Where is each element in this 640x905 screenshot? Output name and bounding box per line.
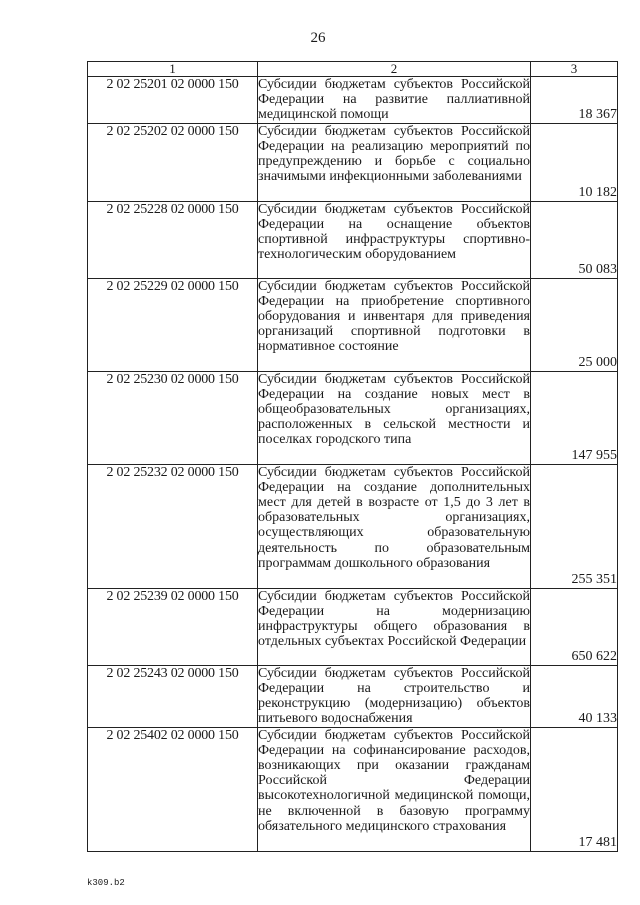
column-header-2: 2 (258, 62, 531, 77)
subsidy-amount: 147 955 (531, 371, 618, 464)
document-footer-code: k309.b2 (87, 878, 125, 888)
subsidy-amount: 40 133 (531, 665, 618, 727)
table-row (88, 123, 618, 201)
budget-code: 2 02 25232 02 0000 150 (88, 464, 258, 588)
budget-code: 2 02 25229 02 0000 150 (88, 278, 258, 371)
table-row (88, 77, 618, 124)
budget-code: 2 02 25402 02 0000 150 (88, 727, 258, 851)
subsidy-description: Субсидии бюджетам субъектов Российской Федерации на реализацию мероприятий по предупреждению и борьбе с социально значимыми инфекционными заболеваниями (258, 123, 531, 201)
table-header-row (88, 62, 618, 77)
budget-code: 2 02 25230 02 0000 150 (88, 371, 258, 464)
subsidy-amount: 17 481 (531, 727, 618, 851)
subsidy-description: Субсидии бюджетам субъектов Российской Федерации на развитие паллиативной медицинской помощи (258, 77, 530, 123)
budget-code: 2 02 25202 02 0000 150 (88, 123, 258, 201)
table-row (88, 727, 618, 851)
table-row (88, 371, 618, 464)
subsidy-description: Субсидии бюджетам субъектов Российской Федерации на оснащение объектов спортивной инфраструктуры спортивно-технологическим оборудованием (258, 201, 531, 278)
subsidy-description: Субсидии бюджетам субъектов Российской Федерации на создание новых мест в общеобразовательных организациях, расположенных в сельской местности и поселках городского типа (258, 371, 531, 464)
budget-code: 2 02 25201 02 0000 150 (88, 77, 258, 124)
subsidy-amount: 650 622 (531, 588, 618, 665)
subsidy-description: Субсидии бюджетам субъектов Российской Федерации на строительство и реконструкцию (модернизацию) объектов питьевого водоснабжения (258, 665, 530, 727)
column-header-1: 1 (88, 62, 258, 77)
subsidy-amount: 255 351 (531, 464, 618, 588)
table-row (88, 201, 618, 278)
budget-code: 2 02 25228 02 0000 150 (88, 201, 258, 278)
subsidy-amount: 18 367 (531, 77, 618, 124)
budget-table (87, 61, 618, 852)
subsidy-description: Субсидии бюджетам субъектов Российской Федерации на приобретение спортивного оборудования и инвентаря для приведения организаций спортивной подготовки в нормативное состояние (258, 278, 531, 371)
budget-code: 2 02 25243 02 0000 150 (88, 665, 258, 727)
budget-code: 2 02 25239 02 0000 150 (88, 588, 258, 665)
table-row (88, 464, 618, 588)
column-header-3: 3 (531, 62, 618, 77)
table-row (88, 278, 618, 371)
subsidy-amount: 25 000 (531, 278, 618, 371)
table-row (88, 665, 618, 727)
page-number: 26 (310, 30, 326, 46)
subsidy-amount: 10 182 (531, 123, 618, 201)
subsidy-amount: 50 083 (531, 201, 618, 278)
subsidy-description: Субсидии бюджетам субъектов Российской Федерации на софинансирование расходов, возникающих при оказании гражданам Российской Федерации высокотехнологичной медицинской помощи, не включенной в базовую программу обязательного медицинского страхования (258, 727, 531, 851)
subsidy-description: Субсидии бюджетам субъектов Российской Федерации на создание дополнительных мест для детей в возрасте от 1,5 до 3 лет в образовательных организациях, осуществляющих образовательную деятельность по образовательным программам дошкольного образования (258, 464, 531, 588)
table-row (88, 588, 618, 665)
subsidy-description: Субсидии бюджетам субъектов Российской Федерации на модернизацию инфраструктуры общего образования в отдельных субъектах Российской Федерации (258, 588, 531, 665)
